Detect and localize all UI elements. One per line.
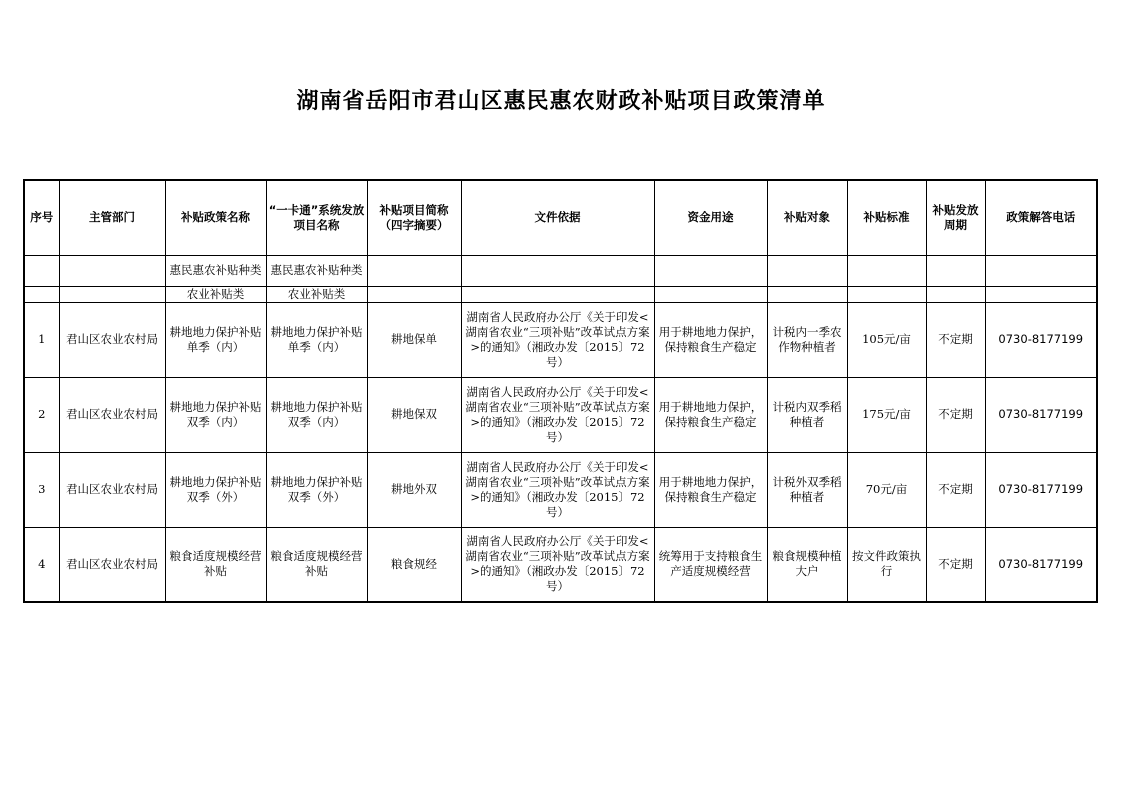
cell-phone: 0730-8177199 — [985, 377, 1097, 452]
header-phone: 政策解答电话 — [985, 180, 1097, 255]
cell-phone: 0730-8177199 — [985, 452, 1097, 527]
cell-cycle: 不定期 — [926, 527, 985, 602]
cell-policy: 耕地地力保护补贴双季（内） — [165, 377, 266, 452]
cell-system: 耕地地力保护补贴双季（外） — [266, 452, 367, 527]
cell-basis: 湖南省人民政府办公厅《关于印发<湖南省农业“三项补贴”改革试点方案>的通知》（湘政办发〔2015〕72号） — [461, 527, 654, 602]
cell-short: 耕地外双 — [367, 452, 461, 527]
cell-short: 耕地保双 — [367, 377, 461, 452]
cell-policy: 耕地地力保护补贴双季（外） — [165, 452, 266, 527]
cell-standard: 70元/亩 — [847, 452, 926, 527]
category-row — [24, 255, 1097, 286]
cell-use: 用于耕地地力保护，保持粮食生产稳定 — [654, 302, 767, 377]
category-system: 农业补贴类 — [266, 286, 367, 302]
header-system: “一卡通”系统发放项目名称 — [266, 180, 367, 255]
cell-dept: 君山区农业农村局 — [59, 527, 165, 602]
header-basis: 文件依据 — [461, 180, 654, 255]
cell-basis: 湖南省人民政府办公厅《关于印发<湖南省农业“三项补贴”改革试点方案>的通知》（湘政办发〔2015〕72号） — [461, 452, 654, 527]
cell-short: 粮食规经 — [367, 527, 461, 602]
category-policy: 农业补贴类 — [165, 286, 266, 302]
table-header-row — [24, 180, 1097, 255]
header-standard: 补贴标准 — [847, 180, 926, 255]
cell-target: 计税内双季稻种植者 — [767, 377, 847, 452]
header-use: 资金用途 — [654, 180, 767, 255]
header-no: 序号 — [24, 180, 59, 255]
cell-basis: 湖南省人民政府办公厅《关于印发<湖南省农业“三项补贴”改革试点方案>的通知》（湘政办发〔2015〕72号） — [461, 377, 654, 452]
cell-system: 耕地地力保护补贴单季（内） — [266, 302, 367, 377]
header-cycle: 补贴发放周期 — [926, 180, 985, 255]
table-row — [24, 452, 1097, 527]
header-dept: 主管部门 — [59, 180, 165, 255]
header-policy: 补贴政策名称 — [165, 180, 266, 255]
cell-phone: 0730-8177199 — [985, 302, 1097, 377]
table-row — [24, 377, 1097, 452]
cell-policy: 粮食适度规模经营补贴 — [165, 527, 266, 602]
header-target: 补贴对象 — [767, 180, 847, 255]
table-row — [24, 527, 1097, 602]
cell-system: 粮食适度规模经营补贴 — [266, 527, 367, 602]
policy-table — [23, 179, 1098, 603]
cell-phone: 0730-8177199 — [985, 527, 1097, 602]
cell-use: 用于耕地地力保护，保持粮食生产稳定 — [654, 377, 767, 452]
cell-standard: 105元/亩 — [847, 302, 926, 377]
cell-policy: 耕地地力保护补贴单季（内） — [165, 302, 266, 377]
page-title: 湖南省岳阳市君山区惠民惠农财政补贴项目政策清单 — [296, 89, 826, 114]
cell-short: 耕地保单 — [367, 302, 461, 377]
cell-basis: 湖南省人民政府办公厅《关于印发<湖南省农业“三项补贴”改革试点方案>的通知》（湘政办发〔2015〕72号） — [461, 302, 654, 377]
table-row — [24, 302, 1097, 377]
cell-system: 耕地地力保护补贴双季（内） — [266, 377, 367, 452]
cell-dept: 君山区农业农村局 — [59, 452, 165, 527]
cell-no: 1 — [24, 302, 59, 377]
cell-no: 3 — [24, 452, 59, 527]
cell-use: 统筹用于支持粮食生产适度规模经营 — [654, 527, 767, 602]
cell-cycle: 不定期 — [926, 302, 985, 377]
cell-standard: 175元/亩 — [847, 377, 926, 452]
header-short: 补贴项目简称（四字摘要） — [367, 180, 461, 255]
cell-target: 计税内一季农作物种植者 — [767, 302, 847, 377]
cell-dept: 君山区农业农村局 — [59, 377, 165, 452]
cell-dept: 君山区农业农村局 — [59, 302, 165, 377]
cell-target: 计税外双季稻种植者 — [767, 452, 847, 527]
cell-no: 4 — [24, 527, 59, 602]
cell-no: 2 — [24, 377, 59, 452]
cell-cycle: 不定期 — [926, 452, 985, 527]
category-row — [24, 286, 1097, 302]
cell-use: 用于耕地地力保护，保持粮食生产稳定 — [654, 452, 767, 527]
cell-target: 粮食规模种植大户 — [767, 527, 847, 602]
category-system: 惠民惠农补贴种类 — [266, 255, 367, 286]
cell-standard: 按文件政策执行 — [847, 527, 926, 602]
cell-cycle: 不定期 — [926, 377, 985, 452]
category-policy: 惠民惠农补贴种类 — [165, 255, 266, 286]
